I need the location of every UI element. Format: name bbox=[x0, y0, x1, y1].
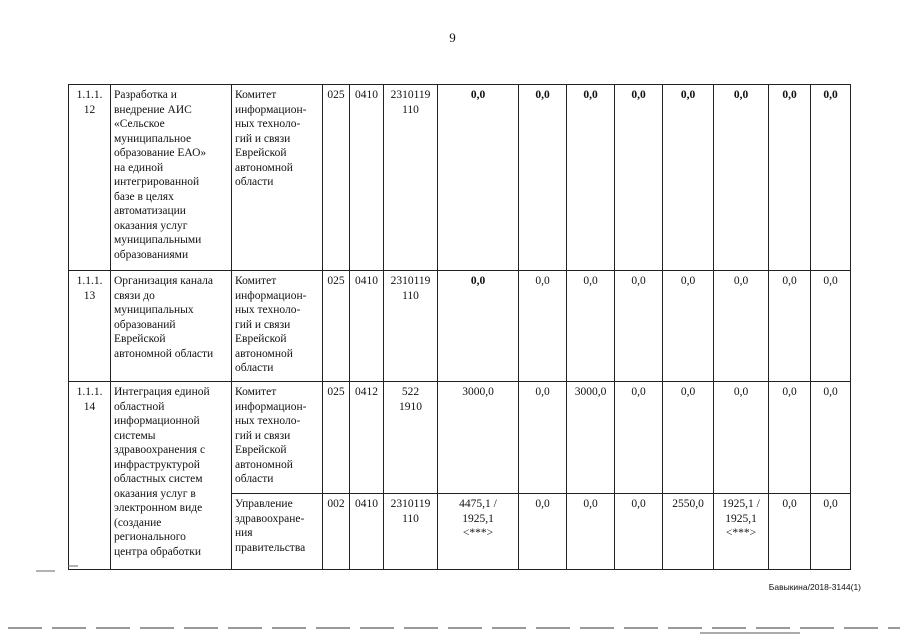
text-line: гий и связи bbox=[235, 132, 291, 145]
text-line: системы bbox=[114, 429, 156, 442]
value-cell: 3000,0 bbox=[567, 382, 615, 494]
value-cell: 0,0 bbox=[714, 85, 769, 271]
grbs-code: 025 bbox=[323, 271, 350, 382]
text-line: Комитет bbox=[235, 275, 277, 287]
text-line: интегрированной bbox=[114, 176, 200, 188]
text-line: Еврейской bbox=[235, 147, 287, 159]
text-line: Еврейской bbox=[235, 333, 287, 345]
row-number: 1.1.1. 13 bbox=[69, 271, 111, 382]
rzpr-code: 0410 bbox=[350, 85, 384, 271]
text-line: ния bbox=[235, 527, 253, 539]
value-cell: 0,0 bbox=[811, 271, 851, 382]
text-line: Еврейской bbox=[114, 333, 166, 345]
text-line: образование ЕАО» bbox=[114, 147, 207, 159]
value-line: 1925,1 / bbox=[722, 498, 760, 510]
text-line: муниципальными bbox=[114, 234, 202, 246]
text-line: регионального bbox=[114, 531, 186, 543]
text-line: Комитет bbox=[235, 89, 277, 101]
row-number: 1.1.1. 12 bbox=[69, 85, 111, 271]
text-line: автономной bbox=[235, 458, 293, 471]
text-line: областных систем bbox=[114, 473, 203, 485]
text-line: инфраструктурой bbox=[114, 458, 200, 471]
value-cell: 3000,0 bbox=[438, 382, 519, 494]
text-line: автоматизации bbox=[114, 205, 186, 217]
value-line: 1925,1 bbox=[462, 512, 494, 525]
text-line: Еврейской bbox=[235, 444, 287, 456]
text-line: муниципальное bbox=[114, 132, 192, 145]
grbs-code: 025 bbox=[323, 382, 350, 494]
csr-code: 522 1910 bbox=[384, 382, 438, 494]
text-line: автономной bbox=[235, 347, 293, 360]
page-number: 9 bbox=[449, 30, 456, 45]
text-line: правительства bbox=[235, 541, 306, 554]
text-line: ных техноло- bbox=[235, 118, 301, 130]
text-line: области bbox=[235, 362, 274, 374]
text-line: ных техноло- bbox=[235, 304, 301, 316]
text-line: Разработка и bbox=[114, 89, 177, 101]
text-line: здравоохранения с bbox=[114, 444, 206, 456]
value-line: 0,0 bbox=[823, 498, 838, 510]
value-cell: 0,0 bbox=[663, 85, 714, 271]
rzpr-code: 0410 bbox=[350, 271, 384, 382]
value-cell: 0,0 bbox=[519, 85, 567, 271]
text-line: информационной bbox=[114, 415, 200, 427]
text-line: центра обработки bbox=[114, 545, 201, 558]
text-line: гий и связи bbox=[235, 429, 291, 442]
value-line: <***> bbox=[462, 527, 494, 539]
text-line: ных техноло- bbox=[235, 415, 301, 427]
value-cell: 0,0 bbox=[663, 271, 714, 382]
row-number: 1.1.1. 14 bbox=[69, 382, 111, 570]
value-line: 4475,1 / bbox=[459, 498, 497, 510]
text-line: оказания услуг bbox=[114, 219, 188, 232]
text-line: образованиями bbox=[114, 248, 189, 261]
text-line: (создание bbox=[114, 516, 162, 529]
value-cell: 0,0 bbox=[438, 85, 519, 271]
text-line: Организация канала bbox=[114, 275, 214, 287]
text-line: оказания услуг в bbox=[114, 487, 196, 500]
value-cell: 0,0 bbox=[567, 271, 615, 382]
csr-code: 2310119 110 bbox=[384, 494, 438, 570]
grbs-code: 002 bbox=[323, 494, 350, 570]
text-line: образований bbox=[114, 318, 176, 331]
text-line: областной bbox=[114, 400, 165, 413]
text-line: автономной области bbox=[114, 347, 214, 360]
text-line: информацион- bbox=[235, 400, 307, 413]
value-cell: 0,0 bbox=[519, 271, 567, 382]
value-line: <***> bbox=[725, 527, 757, 539]
text-line: Управление bbox=[235, 498, 293, 510]
value-cell: 0,0 bbox=[615, 85, 663, 271]
text-line: базе в целях bbox=[114, 190, 174, 203]
value-line: 0,0 bbox=[535, 498, 550, 510]
value-cell: 0,0 bbox=[615, 382, 663, 494]
value-line: 0,0 bbox=[782, 498, 797, 510]
text-line: информацион- bbox=[235, 103, 307, 116]
value-cell: 0,0 bbox=[714, 271, 769, 382]
text-line: внедрение АИС bbox=[114, 103, 192, 116]
text-line: «Сельское bbox=[114, 118, 165, 130]
value-line: 0,0 bbox=[583, 498, 598, 510]
value-cell: 0,0 bbox=[438, 271, 519, 382]
value-line: 1925,1 bbox=[725, 512, 757, 525]
value-cell: 0,0 bbox=[615, 271, 663, 382]
text-line: Комитет bbox=[235, 386, 277, 398]
rzpr-code: 0412 bbox=[350, 382, 384, 494]
value-cell: 0,0 bbox=[811, 382, 851, 494]
text-line: на единой bbox=[114, 161, 164, 174]
csr-code: 2310119 110 bbox=[384, 271, 438, 382]
text-line: Интеграция единой bbox=[114, 386, 210, 398]
text-line: электронном виде bbox=[114, 502, 203, 514]
value-cell: 0,0 bbox=[769, 382, 811, 494]
document-code: Бавыкина/2018-3144(1) bbox=[768, 582, 861, 592]
value-cell: 0,0 bbox=[567, 85, 615, 271]
text-line: здравоохране- bbox=[235, 512, 305, 525]
grbs-code: 025 bbox=[323, 85, 350, 271]
value-cell: 0,0 bbox=[769, 271, 811, 382]
value-cell: 0,0 bbox=[811, 85, 851, 271]
rzpr-code: 0410 bbox=[350, 494, 384, 570]
csr-code: 2310119 110 bbox=[384, 85, 438, 271]
text-line: муниципальных bbox=[114, 304, 194, 316]
text-line: автономной bbox=[235, 161, 293, 174]
text-line: гий и связи bbox=[235, 318, 291, 331]
text-line: информацион- bbox=[235, 289, 307, 302]
value-cell: 0,0 bbox=[769, 85, 811, 271]
value-cell: 0,0 bbox=[519, 382, 567, 494]
value-cell: 0,0 bbox=[714, 382, 769, 494]
text-line: области bbox=[235, 473, 274, 485]
text-line: области bbox=[235, 176, 274, 188]
text-line: связи до bbox=[114, 289, 155, 302]
value-line: 2550,0 bbox=[672, 498, 704, 510]
value-cell: 0,0 bbox=[663, 382, 714, 494]
value-line: 0,0 bbox=[631, 498, 646, 510]
